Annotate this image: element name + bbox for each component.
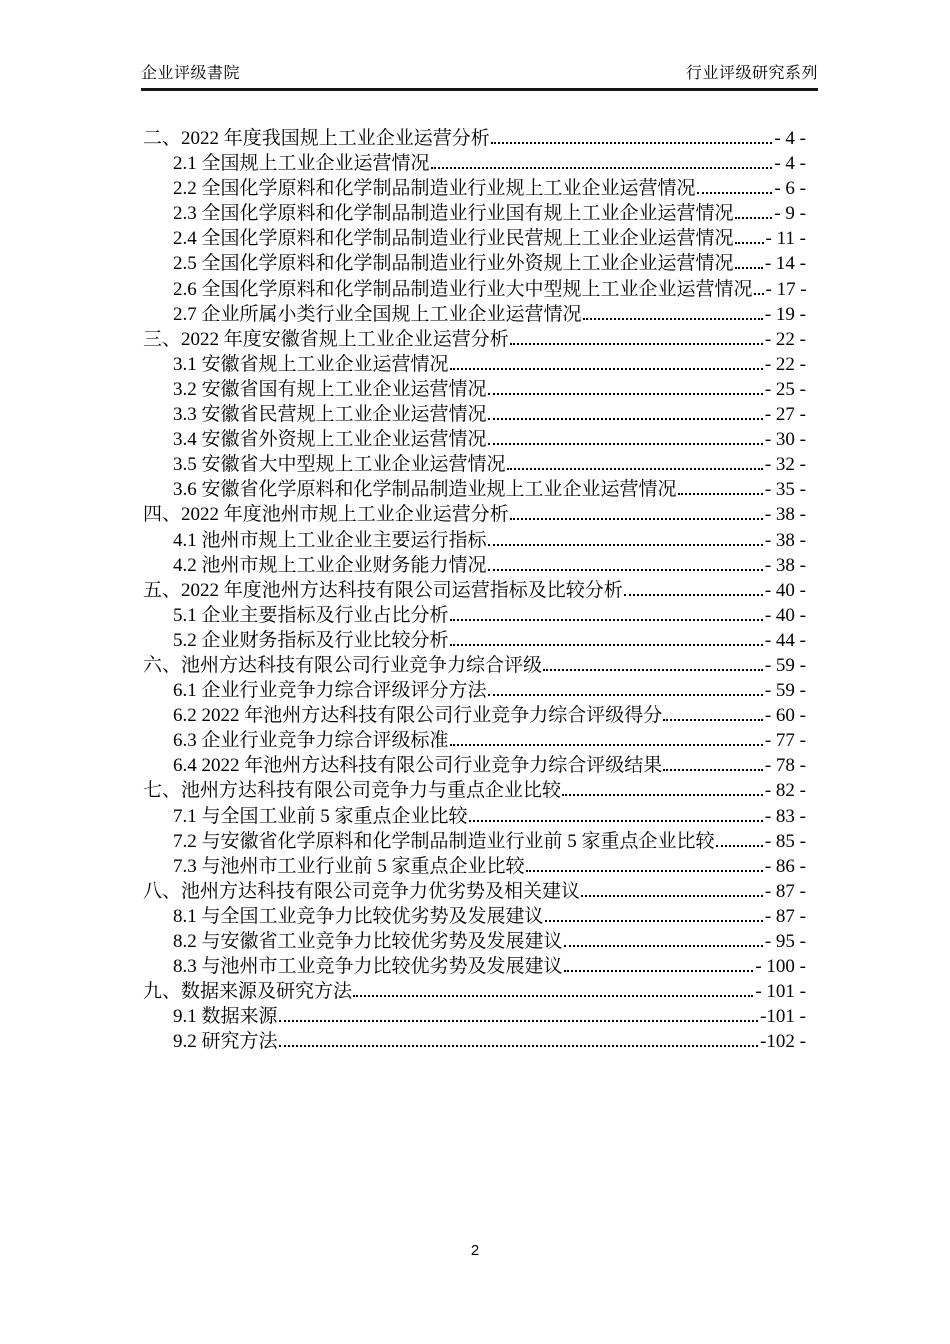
- toc-dot-leader: [510, 327, 763, 345]
- toc-entry: [143, 427, 806, 452]
- toc-entry: [143, 1004, 806, 1029]
- toc-dot-leader: [488, 553, 763, 571]
- toc-entry-page: - 38 -: [764, 554, 806, 576]
- toc-entry-label: 6.4 2022 年池州方达科技有限公司行业竞争力综合评级结果: [173, 755, 663, 777]
- toc-entry-label: 3.2 安徽省国有规上工业企业运营情况: [173, 378, 487, 400]
- toc-entry: [143, 653, 806, 678]
- toc-entry: [143, 377, 806, 402]
- toc-entry-label: 7.2 与安徽省化学原料和化学制品制造业行业前 5 家重点企业比较: [173, 830, 715, 852]
- toc-entry-page: - 95 -: [764, 931, 806, 952]
- toc-entry: [143, 1029, 806, 1054]
- toc-dot-leader: [507, 452, 763, 470]
- toc-entry: [143, 929, 806, 954]
- toc-dot-leader: [663, 703, 763, 721]
- toc-entry-label: 5.1 企业主要指标及行业占比分析: [173, 604, 449, 626]
- toc-entry-page: - 4 -: [774, 128, 806, 149]
- toc-entry-page: - 83 -: [764, 805, 806, 827]
- toc-entry: [143, 804, 806, 829]
- toc-entry: [143, 979, 806, 1004]
- toc-entry-page: - 32 -: [764, 454, 806, 476]
- toc-entry-page: - 9 -: [774, 203, 806, 225]
- toc-dot-leader: [279, 1029, 759, 1047]
- toc-dot-leader: [735, 251, 763, 269]
- toc-entry: [143, 753, 806, 778]
- toc-entry-label: 三、2022 年度安徽省规上工业企业运营分析: [143, 328, 509, 350]
- toc-entry-page: -102 -: [760, 1031, 806, 1053]
- header-right-text: 行业评级研究系列: [685, 65, 818, 82]
- toc-entry-page: - 40 -: [764, 604, 806, 626]
- toc-entry-label: 4.1 池州市规上工业企业主要运行指标: [173, 529, 487, 551]
- toc-entry: [143, 778, 806, 803]
- toc-dot-leader: [735, 201, 773, 219]
- toc-entry: [143, 603, 806, 628]
- toc-dot-leader: [663, 753, 763, 771]
- toc-dot-leader: [562, 778, 763, 796]
- toc-entry: [143, 678, 806, 703]
- toc-dot-leader: [431, 151, 773, 169]
- toc-entry-page: - 82 -: [764, 780, 806, 802]
- toc-entry-page: - 4 -: [774, 153, 806, 175]
- toc-entry: [143, 327, 806, 352]
- toc-dot-leader: [510, 502, 763, 520]
- toc-entry: [143, 452, 806, 477]
- toc-entry-page: - 11 -: [765, 228, 806, 250]
- toc-entry-label: 4.2 池州市规上工业企业财务能力情况: [173, 554, 487, 576]
- page-footer: [0, 1242, 950, 1259]
- toc-entry-label: 2.1 全国规上工业企业运营情况: [173, 153, 430, 175]
- toc-dot-leader: [469, 804, 763, 822]
- toc-entry-label: 9.2 研究方法: [173, 1031, 278, 1053]
- toc-entry-page: - 44 -: [764, 629, 806, 651]
- toc-entry: [143, 854, 806, 879]
- toc-dot-leader: [543, 653, 763, 671]
- toc-entry-label: 八、池州方达科技有限公司竞争力优劣势及相关建议: [143, 880, 581, 902]
- toc-dot-leader: [450, 352, 763, 370]
- toc-entry: [143, 176, 806, 201]
- toc-entry-label: 六、池州方达科技有限公司行业竞争力综合评级: [143, 654, 543, 676]
- table-of-contents: [143, 126, 806, 1054]
- toc-entry: [143, 126, 806, 151]
- toc-entry: [143, 201, 806, 226]
- toc-entry: [143, 302, 806, 327]
- toc-entry-label: 3.5 安徽省大中型规上工业企业运营情况: [173, 454, 506, 476]
- toc-entry-label: 7.1 与全国工业前 5 家重点企业比较: [173, 805, 468, 827]
- toc-entry: [143, 879, 806, 904]
- toc-entry: [143, 829, 806, 854]
- toc-entry: [143, 954, 806, 979]
- toc-entry-page: - 6 -: [774, 178, 806, 200]
- toc-entry-page: - 59 -: [764, 680, 806, 702]
- toc-dot-leader: [488, 427, 763, 445]
- toc-entry-page: - 77 -: [764, 730, 806, 752]
- toc-dot-leader: [450, 628, 763, 646]
- toc-entry-page: - 40 -: [764, 579, 806, 601]
- toc-entry: [143, 277, 806, 302]
- toc-dot-leader: [450, 728, 763, 746]
- toc-dot-leader: [545, 904, 763, 922]
- toc-entry: [143, 402, 806, 427]
- page-header: [141, 60, 818, 91]
- toc-dot-leader: [564, 954, 754, 972]
- toc-entry-page: - 19 -: [764, 303, 806, 325]
- toc-entry: [143, 728, 806, 753]
- toc-entry: [143, 528, 806, 553]
- toc-entry-page: - 38 -: [764, 504, 806, 526]
- toc-entry-page: - 86 -: [764, 855, 806, 877]
- toc-entry-label: 3.4 安徽省外资规上工业企业运营情况: [173, 429, 487, 451]
- toc-entry-label: 四、2022 年度池州市规上工业企业运营分析: [143, 504, 509, 526]
- toc-dot-leader: [353, 979, 753, 997]
- toc-dot-leader: [583, 302, 763, 320]
- toc-dot-leader: [564, 929, 763, 947]
- toc-entry-page: - 22 -: [764, 328, 806, 350]
- toc-entry-label: 6.3 企业行业竞争力综合评级标准: [173, 730, 449, 752]
- toc-entry-label: 3.3 安徽省民营规上工业企业运营情况: [173, 404, 487, 426]
- toc-entry: [143, 703, 806, 728]
- toc-entry: [143, 251, 806, 276]
- toc-entry-page: - 87 -: [764, 880, 806, 902]
- toc-entry-page: - 78 -: [764, 755, 806, 777]
- toc-dot-leader: [526, 854, 763, 872]
- toc-dot-leader: [678, 477, 763, 495]
- toc-entry: [143, 904, 806, 929]
- toc-dot-leader: [624, 578, 763, 596]
- toc-entry-label: 九、数据来源及研究方法: [143, 981, 353, 1003]
- header-left-text: 企业评级書院: [141, 65, 241, 82]
- toc-entry: [143, 477, 806, 502]
- toc-dot-leader: [735, 226, 764, 244]
- toc-entry-label: 3.6 安徽省化学原料和化学制品制造业规上工业企业运营情况: [173, 479, 677, 501]
- toc-dot-leader: [488, 377, 763, 395]
- toc-entry-page: -101 -: [760, 1006, 806, 1028]
- toc-entry-label: 2.6 全国化学原料和化学制品制造业行业大中型规上工业企业运营情况: [173, 278, 753, 300]
- toc-entry: [143, 151, 806, 176]
- toc-entry: [143, 502, 806, 527]
- toc-entry-label: 6.1 企业行业竞争力综合评级评分方法: [173, 680, 487, 702]
- toc-entry: [143, 352, 806, 377]
- toc-entry-page: - 22 -: [764, 353, 806, 375]
- toc-dot-leader: [716, 829, 763, 847]
- toc-entry-label: 2.4 全国化学原料和化学制品制造业行业民营规上工业企业运营情况: [173, 228, 734, 250]
- toc-entry-page: - 60 -: [764, 705, 806, 727]
- toc-entry-page: - 87 -: [764, 905, 806, 927]
- toc-dot-leader: [581, 879, 763, 897]
- toc-dot-leader: [488, 678, 763, 696]
- toc-entry-page: - 14 -: [764, 253, 806, 275]
- toc-entry-label: 8.2 与安徽省工业竞争力比较优劣势及发展建议: [173, 931, 563, 952]
- toc-entry-label: 2.5 全国化学原料和化学制品制造业行业外资规上工业企业运营情况: [173, 253, 734, 275]
- toc-dot-leader: [491, 126, 773, 144]
- toc-entry-label: 9.1 数据来源: [173, 1006, 278, 1028]
- toc-entry-label: 七、池州方达科技有限公司竞争力与重点企业比较: [143, 780, 562, 802]
- toc-entry-page: - 35 -: [764, 479, 806, 501]
- toc-entry-label: 8.3 与池州市工业竞争力比较优劣势及发展建议: [173, 956, 563, 978]
- toc-entry-page: - 101 -: [755, 981, 806, 1003]
- toc-entry-page: - 27 -: [764, 404, 806, 426]
- toc-entry-page: - 100 -: [755, 956, 806, 978]
- toc-entry-label: 2.7 企业所属小类行业全国规上工业企业运营情况: [173, 303, 582, 325]
- toc-entry-label: 二、2022 年度我国规上工业企业运营分析: [143, 128, 490, 149]
- toc-dot-leader: [450, 603, 763, 621]
- page-number: 2: [470, 1242, 480, 1259]
- toc-entry-page: - 17 -: [765, 278, 807, 300]
- toc-dot-leader: [754, 277, 764, 295]
- toc-entry-page: - 30 -: [764, 429, 806, 451]
- toc-dot-leader: [697, 176, 773, 194]
- toc-entry: [143, 226, 806, 251]
- toc-entry-page: - 38 -: [764, 529, 806, 551]
- toc-entry: [143, 553, 806, 578]
- toc-entry-page: - 59 -: [764, 654, 806, 676]
- toc-dot-leader: [279, 1004, 759, 1022]
- toc-entry: [143, 578, 806, 603]
- toc-entry-label: 6.2 2022 年池州方达科技有限公司行业竞争力综合评级得分: [173, 705, 663, 727]
- toc-entry: [143, 628, 806, 653]
- toc-entry-label: 8.1 与全国工业竞争力比较优劣势及发展建议: [173, 905, 544, 927]
- toc-dot-leader: [488, 528, 763, 546]
- toc-entry-label: 7.3 与池州市工业行业前 5 家重点企业比较: [173, 855, 525, 877]
- toc-entry-page: - 85 -: [764, 830, 806, 852]
- toc-entry-label: 2.3 全国化学原料和化学制品制造业行业国有规上工业企业运营情况: [173, 203, 734, 225]
- toc-entry-label: 3.1 安徽省规上工业企业运营情况: [173, 353, 449, 375]
- toc-entry-label: 5.2 企业财务指标及行业比较分析: [173, 629, 449, 651]
- toc-entry-label: 2.2 全国化学原料和化学制品制造业行业规上工业企业运营情况: [173, 178, 696, 200]
- toc-entry-label: 五、2022 年度池州方达科技有限公司运营指标及比较分析: [143, 579, 623, 601]
- toc-entry-page: - 25 -: [764, 378, 806, 400]
- toc-dot-leader: [488, 402, 763, 420]
